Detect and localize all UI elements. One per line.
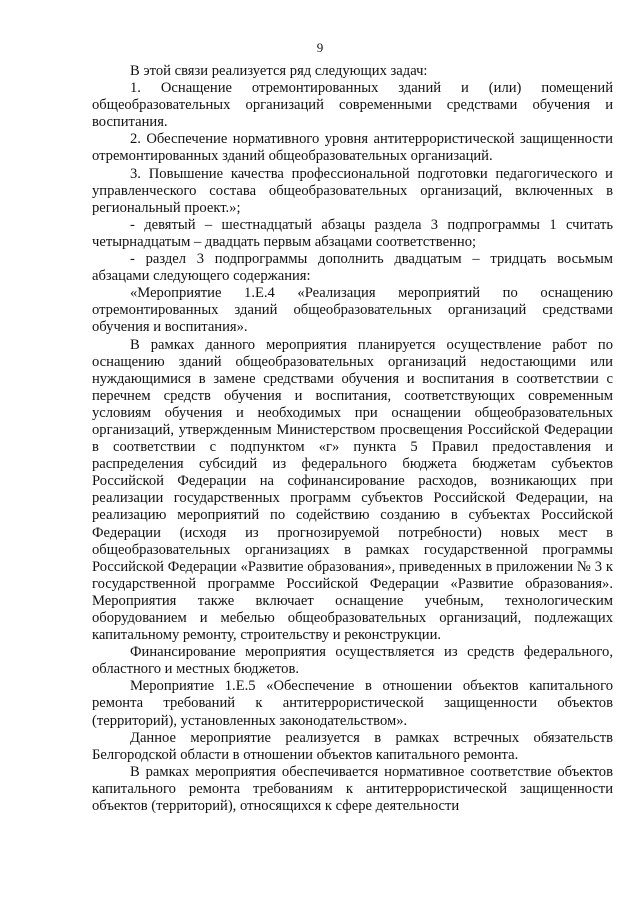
paragraph: В этой связи реализуется ряд следующих задач: (130, 63, 428, 79)
paragraph: - раздел 3 подпрограммы дополнить двадцатым – тридцать восьмым абзацами следующего содержания: (92, 251, 613, 285)
document-body (92, 63, 613, 815)
paragraph: 2. Обеспечение нормативного уровня антитеррористической защищенности отремонтированных зданий общеобразовательных организаций. (92, 131, 613, 165)
paragraph: Мероприятие 1.Е.5 «Обеспечение в отношении объектов капитального ремонта требований к антитеррористической защищенности объектов (территорий), установленных законодательством». (92, 678, 613, 729)
paragraph: Финансирование мероприятия осуществляется из средств федерального, областного и местных бюджетов. (92, 644, 613, 678)
paragraph: 1. Оснащение отремонтированных зданий и (или) помещений общеобразовательных организаций современными средствами обучения и воспитания. (92, 80, 613, 131)
paragraph: «Мероприятие 1.Е.4 «Реализация мероприятий по оснащению отремонтированных зданий общеобразовательных организаций средствами обучения и воспитания». (92, 285, 613, 336)
paragraph: В рамках данного мероприятия планируется осуществление работ по оснащению зданий общеобразовательных организаций недостающими или нуждающимися в замене средствами обучения и воспитания в соответствии с перечнем средств обучения и воспитания, соответствующих современным условиям обучения и необходимых при оснащении общеобразовательных организаций, утвержденным Министерством просвещения Российской Федерации в соответствии с подпунктом «г» пункта 5 Правил предоставления и распределения субсидий из федерального бюджета бюджетам субъектов Российской Федерации на софинансирование расходов, возникающих при реализации государственных программ субъектов Российской Федерации, на реализацию мероприятий по содействию созданию в субъектах Российской Федерации (исходя из прогнозируемой потребности) новых мест в общеобразовательных организациях в рамках государственной программы Российской Федерации «Развитие образования», приведенных в приложении № 3 к государственной программе Российской Федерации «Развитие образования». Мероприятия также включает оснащение учебным, технологическим оборудованием и мебелью общеобразовательных организаций, подлежащих капитальному ремонту, строительству и реконструкции. (92, 336, 613, 644)
paragraph: - девятый – шестнадцатый абзацы раздела 3 подпрограммы 1 считать четырнадцатым – двадцать первым абзацами соответственно; (92, 216, 613, 250)
paragraph: В рамках мероприятия обеспечивается нормативное соответствие объектов капитального ремонта требованиям к антитеррористической защищенности объектов (территорий), относящихся к сфере деятельности (92, 763, 613, 815)
page-number: 9 (316, 40, 324, 55)
paragraph: Данное мероприятие реализуется в рамках встречных обязательств Белгородской области в отношении объектов капитального ремонта. (92, 729, 613, 763)
paragraph: 3. Повышение качества профессиональной подготовки педагогического и управленческого состава общеобразовательных организаций, включенных в региональный проект.»; (92, 165, 613, 216)
